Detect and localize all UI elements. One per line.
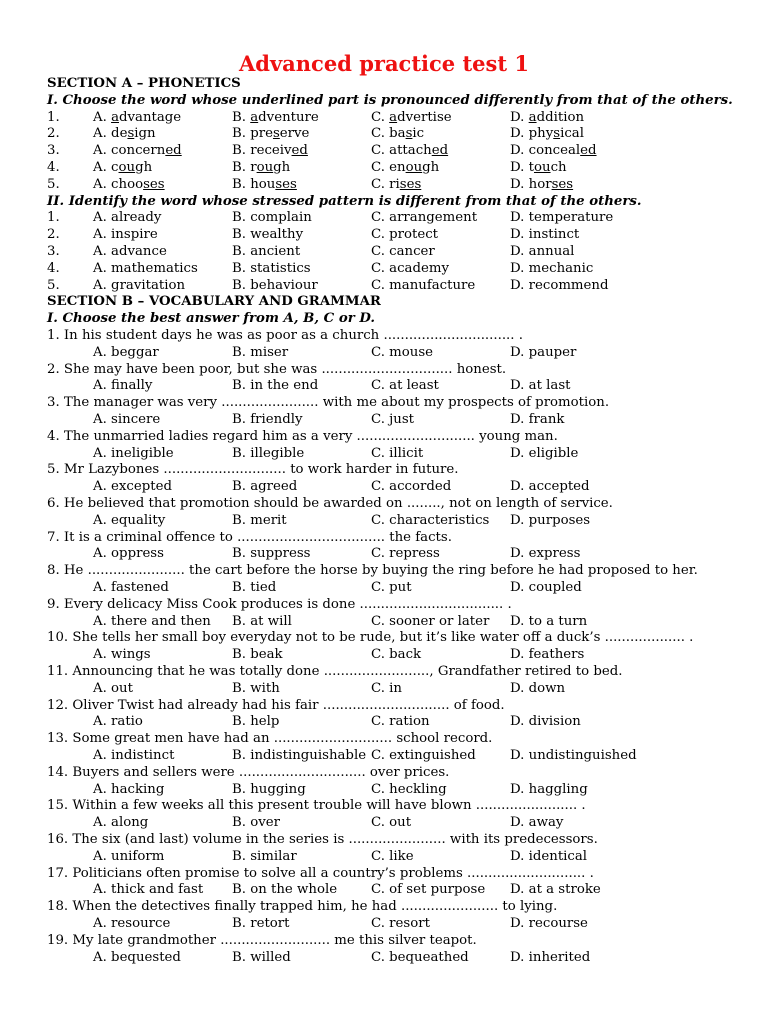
question-stem <box>47 563 698 580</box>
question-number: 4. <box>47 260 60 276</box>
answer-option: D. mechanic <box>510 260 594 276</box>
answer-option: D. pauper <box>510 344 577 360</box>
section-a-part1-instruction <box>47 93 733 110</box>
answer-option: D. annual <box>510 244 575 259</box>
question-text: 11. Announcing that he was totally done ........................., Grandfather retired to bed. <box>47 664 623 679</box>
answer-option <box>371 177 421 194</box>
answer-option: B. suppress <box>232 546 311 562</box>
answer-option: A. mathematics <box>93 260 198 276</box>
question-stem <box>47 362 506 379</box>
underlined-sound: s <box>553 126 561 142</box>
question-text: 7. It is a criminal offence to ................................... the facts. <box>47 529 452 545</box>
answer-option <box>93 177 165 194</box>
answer-option: C. resort <box>371 916 430 931</box>
answer-option: D. recourse <box>510 916 588 931</box>
answer-option: D. coupled <box>510 580 582 595</box>
answer-option <box>371 126 424 143</box>
answer-option: D. at a stroke <box>510 882 601 898</box>
answer-option: C. out <box>371 815 412 831</box>
question-stem <box>47 530 452 547</box>
option-text-before: B. hou <box>232 176 276 192</box>
answer-option: D. to a turn <box>510 613 588 629</box>
answer-option: B. illegible <box>232 445 305 461</box>
underlined-sound: ses <box>399 176 422 192</box>
section-heading-text: SECTION A – PHONETICS <box>47 76 241 91</box>
answer-option: A. oppress <box>93 546 164 562</box>
underlined-sound: ed <box>580 143 597 159</box>
question-text: 9. Every delicacy Miss Cook produces is done .................................. . <box>47 596 512 612</box>
answer-option <box>93 160 152 177</box>
question-text: 8. He ....................... the cart before the horse by buying the ring before he had proposed to her. <box>47 563 698 579</box>
question-text: 15. Within a few weeks all this present trouble will have blown ........................ . <box>47 798 586 814</box>
answer-option: B. statistics <box>232 260 311 276</box>
answer-option: A. already <box>93 210 162 226</box>
answer-option: B. merit <box>232 512 287 528</box>
answer-option <box>371 160 439 177</box>
question-text: 12. Oliver Twist had already had his fair .............................. of food. <box>47 697 505 713</box>
answer-option: A. excepted <box>93 479 172 495</box>
underlined-sound: s <box>272 126 280 142</box>
question-text: 6. He believed that promotion should be awarded on ........, not on length of service. <box>47 496 613 511</box>
option-text-before: C. ba <box>371 126 406 142</box>
section-b-instruction <box>47 311 375 328</box>
option-text-before: D. t <box>510 160 534 175</box>
underlined-sound: ses <box>275 176 297 192</box>
answer-option: C. bequeathed <box>371 949 469 965</box>
instruction-text: I. Choose the best answer from A, B, C or D. <box>47 311 376 327</box>
option-text-after: gh <box>273 160 291 175</box>
answer-option: C. ration <box>371 714 430 730</box>
answer-option: A. ineligible <box>93 445 174 461</box>
answer-option: D. purposes <box>510 512 591 528</box>
answer-option: C. academy <box>371 260 449 276</box>
answer-option: C. sooner or later <box>371 613 490 629</box>
underlined-sound: ou <box>405 160 423 175</box>
answer-option: C. cancer <box>371 244 435 259</box>
answer-option <box>232 160 290 177</box>
answer-option <box>232 143 308 160</box>
question-text: 19. My late grandmother .......................... me this silver teapot. <box>47 932 477 948</box>
answer-option: D. inherited <box>510 949 591 965</box>
answer-option: C. characteristics <box>371 512 490 528</box>
question-stem <box>47 630 693 647</box>
answer-option: C. put <box>371 580 412 595</box>
option-text-before: D. conceal <box>510 143 581 159</box>
option-text-before: B. receiv <box>232 143 292 159</box>
question-stem <box>47 832 598 849</box>
answer-option: D. at last <box>510 378 571 394</box>
question-number: 3. <box>47 143 60 159</box>
answer-option: A. resource <box>93 916 171 931</box>
answer-option: D. temperature <box>510 210 614 226</box>
question-number: 1. <box>47 109 60 125</box>
answer-option: C. of set purpose <box>371 882 486 898</box>
answer-option: C. at least <box>371 378 439 394</box>
answer-option: C. illicit <box>371 445 424 461</box>
answer-option: A. along <box>93 815 149 831</box>
answer-option <box>510 177 573 194</box>
question-stem <box>47 866 594 883</box>
answer-option <box>93 110 181 127</box>
answer-option <box>232 177 297 194</box>
answer-option: B. beak <box>232 647 283 663</box>
answer-option: A. sincere <box>93 412 161 427</box>
option-text-after: ical <box>560 126 584 142</box>
option-text-before: A. <box>93 109 112 125</box>
question-number: 1. <box>47 210 60 226</box>
option-text-before: D. phy <box>510 126 554 142</box>
question-number: 5. <box>47 277 60 293</box>
answer-option: A. indistinct <box>93 748 175 763</box>
option-text-after: ddition <box>536 109 585 125</box>
question-stem <box>47 597 512 614</box>
question-number: 4. <box>47 160 60 175</box>
answer-option: B. friendly <box>232 412 303 427</box>
option-text-before: B. pre <box>232 126 273 142</box>
question-stem <box>47 798 586 815</box>
answer-option <box>510 126 584 143</box>
answer-option: B. help <box>232 714 280 730</box>
answer-option: B. with <box>232 680 280 696</box>
option-text-before: D. hor <box>510 176 552 192</box>
answer-option: D. accepted <box>510 479 590 495</box>
question-text: 10. She tells her small boy everyday not to be rude, but it’s like water off a duck’s ................... . <box>47 630 694 646</box>
question-stem <box>47 462 459 479</box>
answer-option: A. inspire <box>93 227 158 243</box>
answer-option: C. mouse <box>371 344 434 360</box>
option-text-before: B. <box>232 109 251 125</box>
answer-option: A. wings <box>93 647 151 663</box>
question-number: 5. <box>47 176 60 192</box>
underlined-sound: a <box>389 109 398 125</box>
section-b-heading <box>47 294 381 311</box>
question-text: 4. The unmarried ladies regard him as a very ............................ young man. <box>47 428 558 444</box>
question-stem <box>47 899 557 916</box>
answer-option: D. feathers <box>510 647 585 663</box>
answer-option: B. miser <box>232 344 289 360</box>
option-text-before: C. ri <box>371 176 400 192</box>
option-text-before: B. r <box>232 160 257 175</box>
option-text-before: D. <box>510 109 529 125</box>
option-text-before: C. attach <box>371 143 432 159</box>
question-text: 14. Buyers and sellers were .............................. over prices. <box>47 764 450 780</box>
answer-option: A. there and then <box>93 613 211 629</box>
answer-option <box>93 126 156 143</box>
question-number: 2. <box>47 227 60 243</box>
option-text-after: ic <box>412 126 425 142</box>
answer-option: C. in <box>371 680 402 696</box>
answer-option: B. on the whole <box>232 882 338 898</box>
answer-option: A. fastened <box>93 580 169 595</box>
answer-option: B. behaviour <box>232 277 318 293</box>
answer-option: D. down <box>510 680 566 696</box>
answer-option: D. instinct <box>510 227 580 243</box>
answer-option: A. advance <box>93 244 167 259</box>
underlined-sound: s <box>405 126 413 142</box>
underlined-sound: ed <box>165 143 182 159</box>
answer-option: C. just <box>371 412 415 427</box>
question-text: 13. Some great men have had an ............................ school record. <box>47 731 493 747</box>
question-stem <box>47 395 609 412</box>
option-text-after: ch <box>550 160 567 175</box>
answer-option: C. arrangement <box>371 210 478 226</box>
answer-option: C. repress <box>371 546 440 562</box>
answer-option: B. willed <box>232 949 291 965</box>
answer-option: A. beggar <box>93 344 159 360</box>
question-stem <box>47 698 505 715</box>
answer-option: D. identical <box>510 848 588 864</box>
question-text: 17. Politicians often promise to solve all a country’s problems ............................ . <box>47 865 594 881</box>
answer-option: A. hacking <box>93 781 165 797</box>
question-number: 3. <box>47 244 60 259</box>
answer-option: C. protect <box>371 227 439 243</box>
underlined-sound: ses <box>551 176 574 192</box>
answer-option: D. express <box>510 546 581 562</box>
question-text: 18. When the detectives finally trapped him, he had ....................... to lying. <box>47 899 558 915</box>
answer-option: A. thick and fast <box>93 882 204 898</box>
answer-option: B. ancient <box>232 244 301 259</box>
question-stem <box>47 496 613 513</box>
answer-option <box>232 110 319 127</box>
question-text: 1. In his student days he was as poor as a church ............................... . <box>47 328 523 343</box>
section-heading-text: SECTION B – VOCABULARY AND GRAMMAR <box>47 294 381 310</box>
question-text: 5. Mr Lazybones ............................. to work harder in future. <box>47 462 459 478</box>
answer-option: B. retort <box>232 916 290 931</box>
answer-option: B. tied <box>232 580 277 595</box>
answer-option: B. at will <box>232 613 292 629</box>
answer-option <box>371 143 448 160</box>
answer-option: D. frank <box>510 412 565 427</box>
question-stem <box>47 664 623 681</box>
answer-option: C. extinguished <box>371 748 476 763</box>
question-text: 3. The manager was very ....................... with me about my prospects of promotion. <box>47 395 610 411</box>
answer-option: C. back <box>371 647 422 663</box>
option-text-before: A. choo <box>93 176 144 192</box>
question-stem <box>47 328 523 345</box>
option-text-after: dvertise <box>397 109 452 125</box>
answer-option: C. heckling <box>371 781 447 797</box>
question-text: 16. The six (and last) volume in the series is ....................... with its predecessors. <box>47 832 598 847</box>
answer-option: B. in the end <box>232 378 319 394</box>
document-title: Advanced practice test 1 <box>239 51 529 76</box>
answer-option: A. ratio <box>93 714 143 730</box>
underlined-sound: s <box>127 126 135 142</box>
question-text: 2. She may have been poor, but she was ............................... honest. <box>47 361 507 377</box>
answer-option: B. indistinguishable <box>232 748 367 763</box>
option-text-before: A. concern <box>93 143 166 159</box>
answer-option <box>93 143 182 160</box>
option-text-after: dvantage <box>119 109 182 125</box>
question-stem <box>47 933 477 950</box>
section-a-heading <box>47 76 241 93</box>
answer-option <box>510 143 597 160</box>
answer-option: D. eligible <box>510 445 579 461</box>
option-text-before: A. c <box>93 160 119 175</box>
answer-option: B. agreed <box>232 479 298 495</box>
instruction-text: I. Choose the word whose underlined part is pronounced differently from that of the others. <box>47 92 733 108</box>
answer-option: D. haggling <box>510 781 588 797</box>
underlined-sound: ou <box>118 160 136 175</box>
answer-option: A. out <box>93 680 133 696</box>
question-stem <box>47 731 492 748</box>
answer-option: A. finally <box>93 378 153 394</box>
answer-option <box>510 110 584 127</box>
answer-option: C. like <box>371 848 414 864</box>
underlined-sound: ou <box>533 160 551 175</box>
answer-option: A. bequested <box>93 949 181 965</box>
option-text-after: gh <box>135 160 153 175</box>
answer-option: A. uniform <box>93 848 165 864</box>
option-text-after: erve <box>279 126 310 142</box>
option-text-before: A. de <box>93 126 128 142</box>
underlined-sound: a <box>250 109 259 125</box>
underlined-sound: ed <box>431 143 449 159</box>
answer-option: A. equality <box>93 512 166 528</box>
underlined-sound: ed <box>291 143 308 159</box>
option-text-before: C. <box>371 109 390 125</box>
section-a-part2-instruction <box>47 194 641 211</box>
answer-option: D. away <box>510 815 564 831</box>
answer-option: B. wealthy <box>232 227 304 243</box>
answer-option: B. complain <box>232 210 312 226</box>
underlined-sound: a <box>111 109 119 125</box>
underlined-sound: ou <box>256 160 274 175</box>
option-text-after: gh <box>422 160 440 175</box>
answer-option <box>232 126 309 143</box>
answer-option <box>510 160 567 177</box>
answer-option: B. similar <box>232 848 297 864</box>
answer-option: B. hugging <box>232 781 306 797</box>
option-text-after: dventure <box>258 109 319 125</box>
answer-option: C. accorded <box>371 479 452 495</box>
option-text-after: ign <box>134 126 156 142</box>
question-number: 2. <box>47 126 60 142</box>
instruction-text: II. Identify the word whose stressed pattern is different from that of the others. <box>47 193 642 209</box>
answer-option: A. gravitation <box>93 277 186 293</box>
answer-option: D. division <box>510 714 581 730</box>
answer-option: B. over <box>232 815 280 831</box>
answer-option: D. recommend <box>510 277 609 293</box>
underlined-sound: ses <box>143 176 165 192</box>
answer-option <box>371 110 452 127</box>
answer-option: D. undistinguished <box>510 748 637 763</box>
option-text-before: C. en <box>371 160 406 175</box>
question-stem <box>47 765 449 782</box>
answer-option: C. manufacture <box>371 277 476 293</box>
underlined-sound: a <box>528 109 537 125</box>
question-stem <box>47 429 558 446</box>
